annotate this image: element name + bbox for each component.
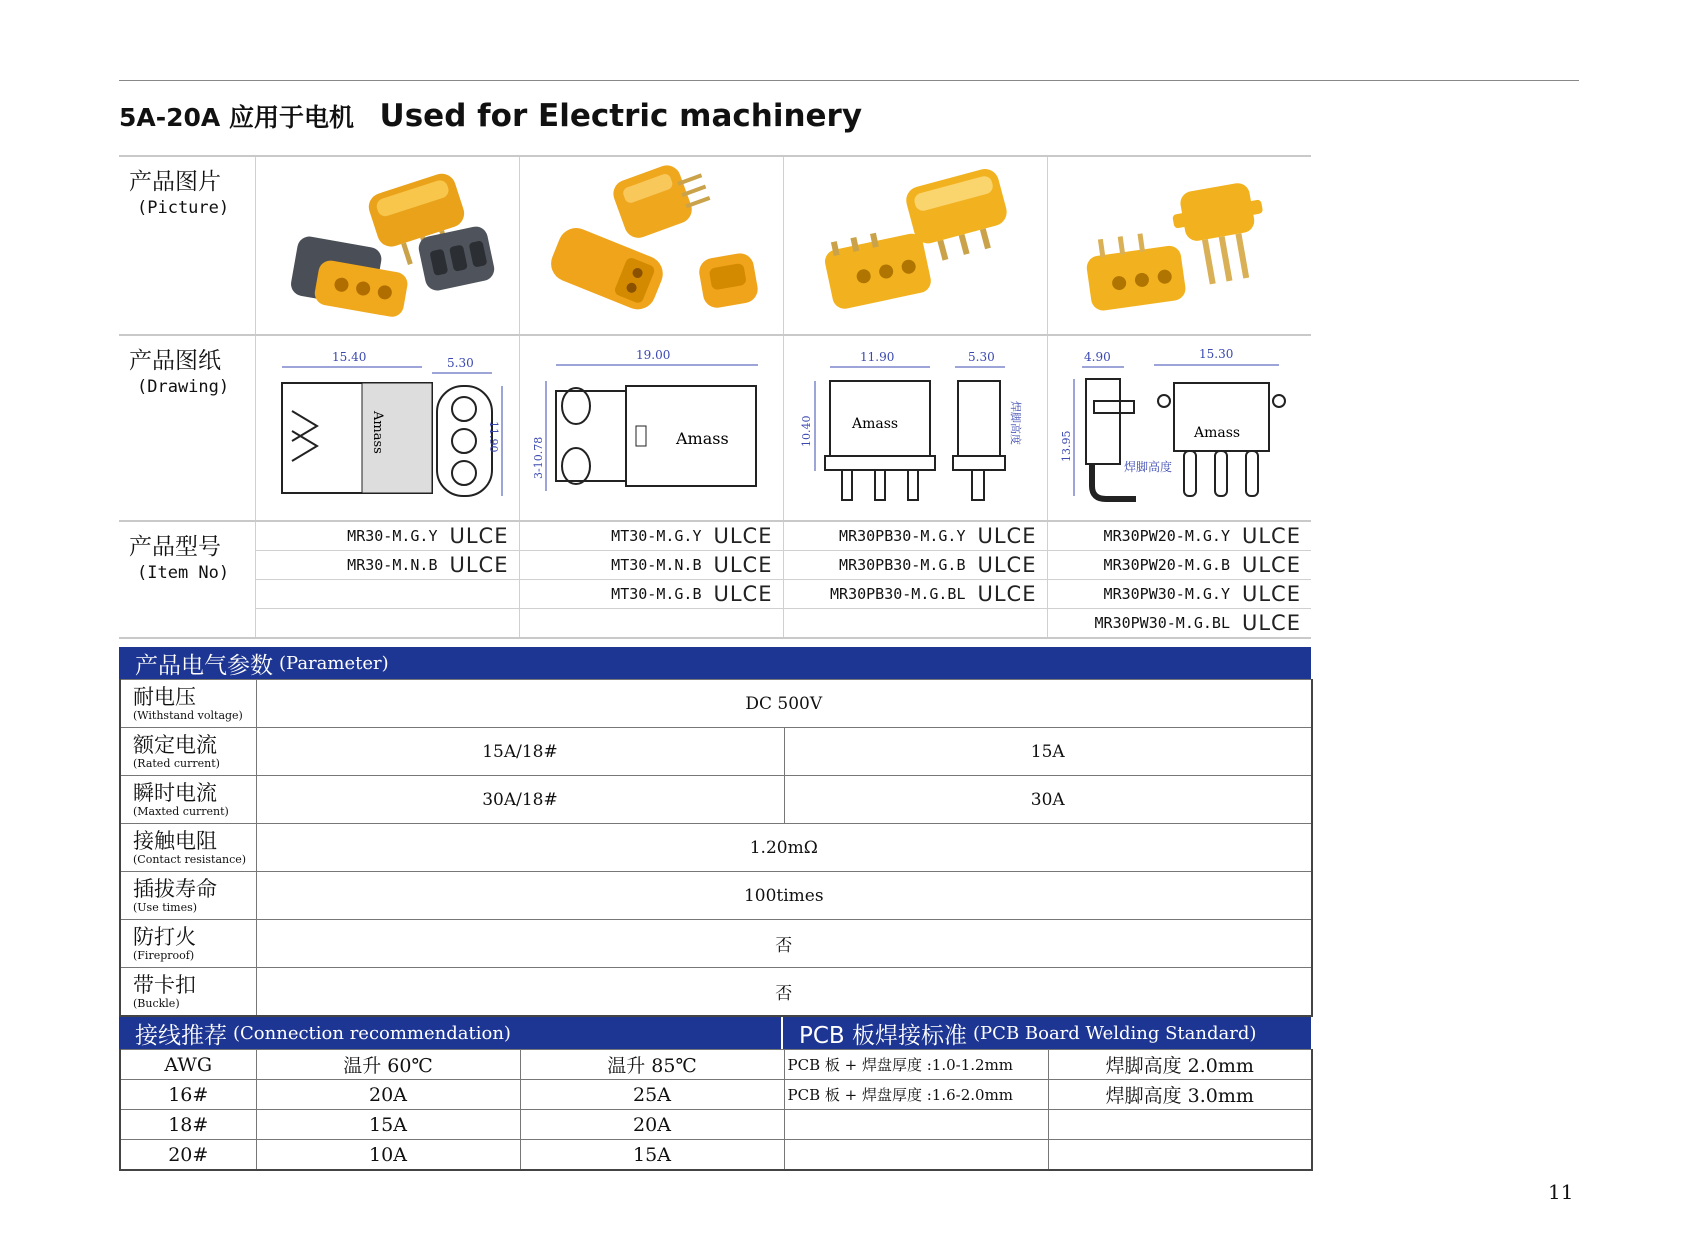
- ul-ce-mark-icon: ULCE: [977, 524, 1037, 548]
- technical-drawing: [1054, 341, 1304, 516]
- empty-cell: [1048, 1140, 1312, 1171]
- param-label-en: (Buckle): [133, 997, 180, 1010]
- picture-row-head: [119, 156, 255, 335]
- item-label-en: (Item No): [137, 563, 230, 583]
- picture-row: [119, 156, 1311, 335]
- technical-drawing: [526, 341, 776, 516]
- t85-cell: 20A: [520, 1110, 784, 1140]
- connection-header-cn: 接线推荐: [135, 1022, 227, 1049]
- dim-text: 10.40: [800, 415, 813, 447]
- param-label-cn: 耐电压: [133, 685, 196, 709]
- item-label-cn: 产品型号: [129, 534, 221, 560]
- param-head: [120, 872, 256, 920]
- page-title: [119, 98, 862, 134]
- connection-header-en: (Connection recommendation): [233, 1022, 511, 1044]
- t60-cell: 10A: [256, 1140, 520, 1171]
- header-rule: [119, 80, 1579, 81]
- parameter-header-en: (Parameter): [279, 652, 389, 674]
- product-picture-mt30: [519, 156, 783, 335]
- pcb-solder-height: 焊脚高度 2.0mm: [1048, 1050, 1312, 1080]
- dim-text: 11.90: [487, 420, 500, 452]
- drawing-label-cn: 产品图纸: [129, 348, 221, 374]
- param-value: 30A: [784, 776, 1312, 824]
- ul-ce-mark-icon: ULCE: [449, 553, 509, 577]
- item-code: MR30PB30-M.G.B: [839, 556, 966, 574]
- ul-ce-mark-icon: ULCE: [1241, 553, 1301, 577]
- connection-header: [119, 1017, 783, 1049]
- param-label-en: (Contact resistance): [133, 853, 247, 866]
- drawing-mr30pb: [783, 335, 1047, 521]
- connection-table: [119, 1049, 1313, 1171]
- param-head: [120, 824, 256, 872]
- ul-ce-mark-icon: ULCE: [713, 582, 773, 606]
- param-row-rated: [120, 728, 1312, 776]
- item-line-empty: [520, 609, 783, 637]
- param-head: [120, 776, 256, 824]
- param-head: [120, 680, 256, 728]
- param-row-buckle: [120, 968, 1312, 1017]
- t60-cell: 20A: [256, 1080, 520, 1110]
- param-label-en: (Maxted current): [133, 805, 229, 818]
- param-value: 100times: [256, 872, 1312, 920]
- empty-cell: [1048, 1110, 1312, 1140]
- item-list-mr30pw: [1047, 521, 1311, 638]
- drawing-row-head: [119, 335, 255, 521]
- dim-text: 11.90: [860, 349, 895, 364]
- param-value: 否: [256, 968, 1312, 1017]
- param-row-fireproof: [120, 920, 1312, 968]
- drawing-mr30pw: [1047, 335, 1311, 521]
- param-value: 15A: [784, 728, 1312, 776]
- t85-cell: 15A: [520, 1140, 784, 1171]
- item-list-mr30: [255, 521, 519, 638]
- param-row-maxted: [120, 776, 1312, 824]
- pcb-solder-height: 焊脚高度 3.0mm: [1048, 1080, 1312, 1110]
- pcb-header-en: (PCB Board Welding Standard): [973, 1022, 1257, 1044]
- item-line-empty: [256, 609, 519, 637]
- brand-text: Amass: [676, 428, 729, 448]
- empty-cell: [784, 1140, 1048, 1171]
- param-head: [120, 728, 256, 776]
- dim-text: 15.40: [332, 349, 367, 364]
- product-picture-mr30pw: [1047, 156, 1311, 335]
- drawing-mr30: [255, 335, 519, 521]
- dim-text: 13.95: [1060, 430, 1074, 462]
- dim-text: 5.30: [447, 355, 474, 370]
- item-code: MR30-M.G.Y: [347, 527, 438, 545]
- param-row-use: [120, 872, 1312, 920]
- dim-text: 焊脚高度: [1009, 400, 1022, 445]
- parameter-header-cn: 产品电气参数: [135, 652, 273, 679]
- brand-text: Amass: [852, 415, 899, 432]
- item-row: [119, 521, 1311, 638]
- ul-ce-mark-icon: ULCE: [1241, 524, 1301, 548]
- param-label-cn: 瞬时电流: [133, 781, 217, 805]
- awg-cell: 16#: [120, 1080, 256, 1110]
- param-label-en: (Rated current): [133, 757, 220, 770]
- connection-section-headers: [119, 1017, 1311, 1049]
- param-head: [120, 920, 256, 968]
- param-row-voltage: [120, 680, 1312, 728]
- item-line: [520, 551, 783, 580]
- ul-ce-mark-icon: ULCE: [1241, 582, 1301, 606]
- item-code: MR30PW30-M.G.BL: [1094, 614, 1230, 632]
- table-row: [120, 1050, 1312, 1080]
- picture-label-cn: 产品图片: [129, 169, 221, 195]
- pcb-board-thickness: PCB 板 + 焊盘厚度 :1.0-1.2mm: [784, 1050, 1048, 1080]
- column-header-awg: AWG: [120, 1050, 256, 1080]
- item-line: [1048, 609, 1312, 637]
- param-label-en: (Withstand voltage): [133, 709, 243, 722]
- product-picture-mr30pb: [783, 156, 1047, 335]
- ul-ce-mark-icon: ULCE: [713, 524, 773, 548]
- item-line: [1048, 522, 1312, 551]
- brand-text: Amass: [370, 410, 385, 454]
- param-value: 30A/18#: [256, 776, 784, 824]
- item-line: [784, 580, 1047, 609]
- item-line: [256, 551, 519, 580]
- param-row-resistance: [120, 824, 1312, 872]
- dim-text: 3-10.78: [532, 436, 545, 479]
- column-header-85c: 温升 85℃: [520, 1050, 784, 1080]
- item-code: MR30PB30-M.G.Y: [839, 527, 966, 545]
- ul-ce-mark-icon: ULCE: [1241, 611, 1301, 635]
- t85-cell: 25A: [520, 1080, 784, 1110]
- ul-ce-mark-icon: ULCE: [977, 553, 1037, 577]
- dim-text: 4.90: [1084, 349, 1111, 364]
- connector-pair-image: [800, 161, 1030, 331]
- param-label-cn: 接触电阻: [133, 829, 217, 853]
- param-value: DC 500V: [256, 680, 1312, 728]
- table-row: [120, 1080, 1312, 1110]
- item-line: [520, 522, 783, 551]
- param-label-cn: 带卡扣: [133, 973, 196, 997]
- item-line: [1048, 580, 1312, 609]
- awg-cell: 20#: [120, 1140, 256, 1171]
- page-number: 11: [1548, 1180, 1574, 1204]
- param-value: 15A/18#: [256, 728, 784, 776]
- drawing-row: [119, 335, 1311, 521]
- parameter-section-header: [119, 647, 1311, 679]
- item-code: MT30-M.G.B: [611, 585, 702, 603]
- brand-text: Amass: [1194, 424, 1241, 441]
- title-en: Used for Electric machinery: [379, 98, 863, 134]
- param-head: [120, 968, 256, 1017]
- spec-sheet: [119, 155, 1311, 1171]
- param-label-cn: 插拔寿命: [133, 877, 217, 901]
- pcb-header-cn: PCB 板焊接标准: [799, 1022, 968, 1049]
- item-code: MR30PW20-M.G.B: [1103, 556, 1230, 574]
- pcb-board-thickness: PCB 板 + 焊盘厚度 :1.6-2.0mm: [784, 1080, 1048, 1110]
- dim-text: 焊脚高度: [1124, 459, 1173, 474]
- ul-ce-mark-icon: ULCE: [713, 553, 773, 577]
- param-label-en: (Use times): [133, 901, 198, 914]
- ul-ce-mark-icon: ULCE: [977, 582, 1037, 606]
- item-line: [784, 551, 1047, 580]
- dim-text: 5.30: [968, 349, 995, 364]
- item-line: [784, 522, 1047, 551]
- empty-cell: [784, 1110, 1048, 1140]
- table-row: [120, 1140, 1312, 1171]
- item-list-mt30: [519, 521, 783, 638]
- ul-ce-mark-icon: ULCE: [449, 524, 509, 548]
- drawing-label-en: (Drawing): [137, 377, 230, 397]
- param-value: 否: [256, 920, 1312, 968]
- drawing-mt30: [519, 335, 783, 521]
- pcb-header: [783, 1017, 1311, 1049]
- product-picture-mr30: [255, 156, 519, 335]
- picture-label-en: (Picture): [137, 198, 230, 218]
- column-header-60c: 温升 60℃: [256, 1050, 520, 1080]
- product-table: [119, 155, 1311, 639]
- awg-cell: 18#: [120, 1110, 256, 1140]
- item-line: [520, 580, 783, 609]
- item-code: MR30PB30-M.G.BL: [830, 585, 966, 603]
- dim-text: 19.00: [636, 347, 671, 362]
- param-value: 1.20mΩ: [256, 824, 1312, 872]
- item-list-mr30pb: [783, 521, 1047, 638]
- table-row: [120, 1110, 1312, 1140]
- dim-text: 15.30: [1199, 346, 1234, 361]
- item-line: [1048, 551, 1312, 580]
- item-code: MR30PW30-M.G.Y: [1103, 585, 1230, 603]
- item-row-head: [119, 521, 255, 638]
- param-label-cn: 额定电流: [133, 733, 217, 757]
- connector-pair-image: [1064, 161, 1294, 331]
- item-code: MT30-M.N.B: [611, 556, 702, 574]
- technical-drawing: [790, 341, 1040, 516]
- param-label-cn: 防打火: [133, 925, 196, 949]
- item-line-empty: [256, 580, 519, 609]
- item-code: MR30PW20-M.G.Y: [1103, 527, 1230, 545]
- technical-drawing: [262, 341, 512, 516]
- t60-cell: 15A: [256, 1110, 520, 1140]
- item-code: MT30-M.G.Y: [611, 527, 702, 545]
- item-code: MR30-M.N.B: [347, 556, 438, 574]
- connector-pair-image: [536, 161, 766, 331]
- param-label-en: (Fireproof): [133, 949, 195, 962]
- item-line-empty: [784, 609, 1047, 637]
- parameter-table: [119, 679, 1313, 1017]
- title-cn: 5A-20A 应用于电机: [119, 103, 354, 132]
- item-line: [256, 522, 519, 551]
- connector-pair-image: [272, 161, 502, 331]
